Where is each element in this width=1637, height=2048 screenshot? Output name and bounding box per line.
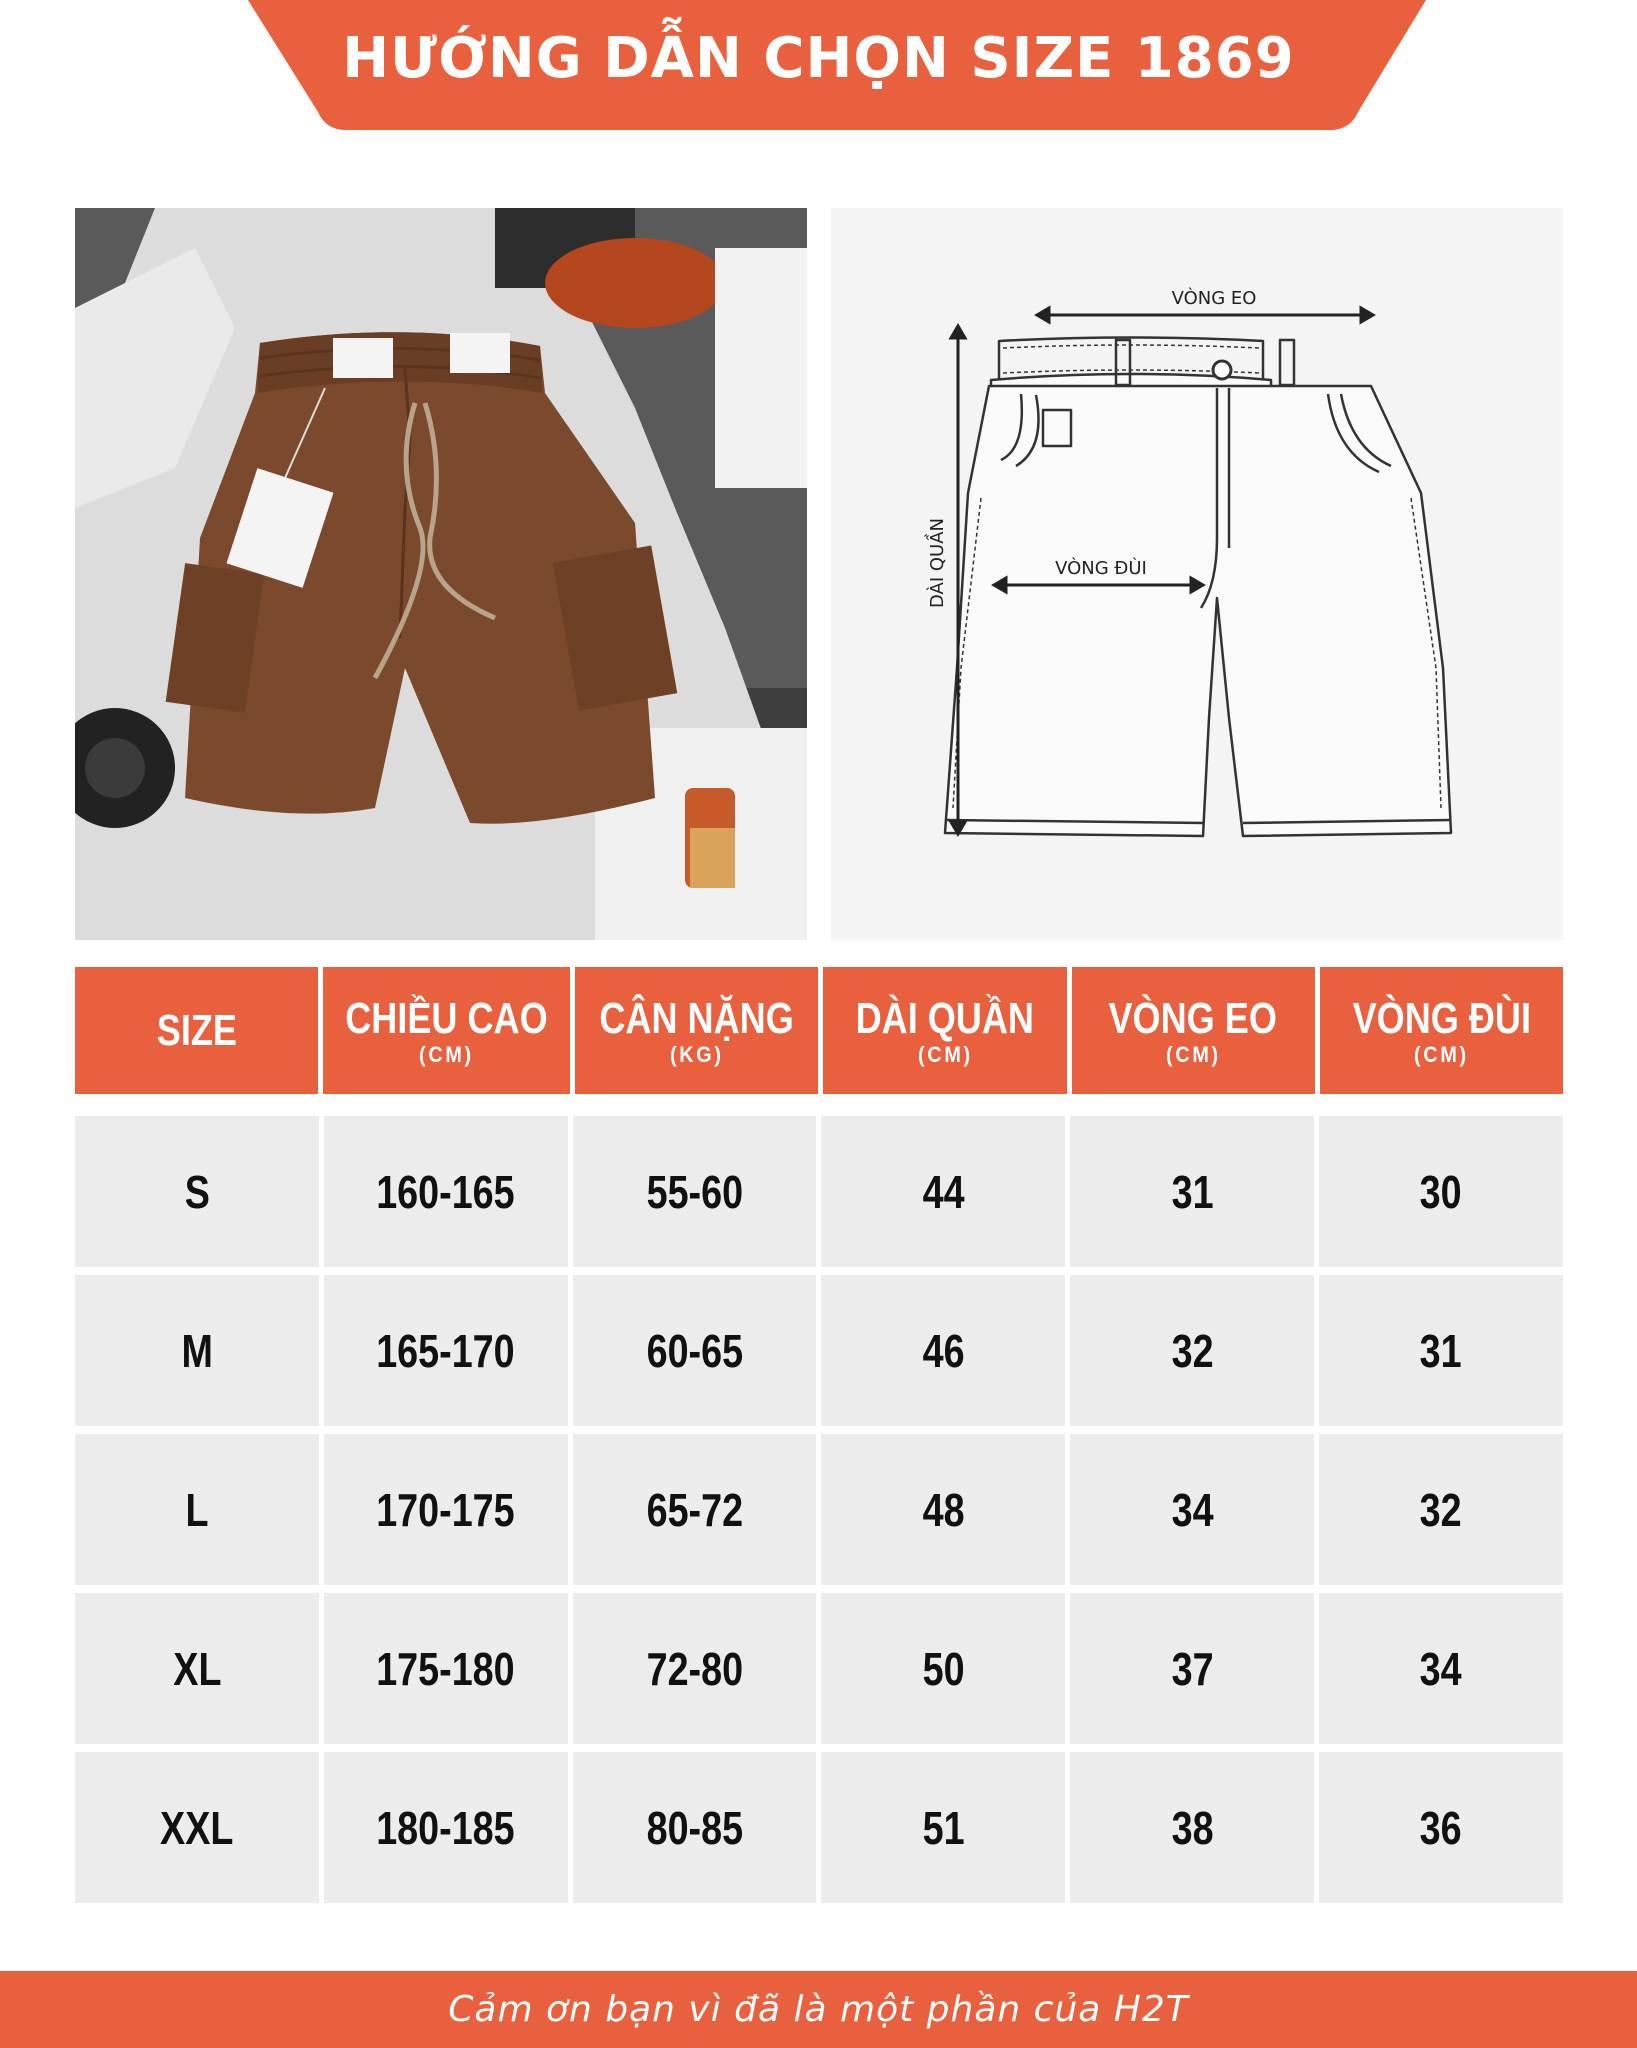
cell-waist: 31 <box>1070 1116 1314 1267</box>
cell-waist: 38 <box>1070 1752 1314 1903</box>
cell-waist: 34 <box>1070 1434 1314 1585</box>
cell-weight: 65-72 <box>573 1434 817 1585</box>
cell-length: 50 <box>821 1593 1065 1744</box>
cell-size: L <box>75 1434 319 1585</box>
page-title: HƯỚNG DẪN CHỌN SIZE 1869 <box>342 26 1295 91</box>
thigh-label: VÒNG ĐÙI <box>1055 558 1147 579</box>
cell-weight: 72-80 <box>573 1593 817 1744</box>
header-size: SIZE <box>75 967 318 1094</box>
size-table <box>75 967 1563 1911</box>
cell-size: XXL <box>75 1752 319 1903</box>
cell-length: 44 <box>821 1116 1065 1267</box>
cell-weight: 55-60 <box>573 1116 817 1267</box>
table-row <box>75 1116 1563 1267</box>
product-photo <box>75 208 807 940</box>
header-waist: VÒNG EO (CM) <box>1072 967 1315 1094</box>
cell-waist: 37 <box>1070 1593 1314 1744</box>
cell-height: 160-165 <box>324 1116 568 1267</box>
header-weight: CÂN NẶNG (KG) <box>575 967 818 1094</box>
cell-size: M <box>75 1275 319 1426</box>
header-length: DÀI QUẦN (CM) <box>823 967 1066 1094</box>
cell-waist: 32 <box>1070 1275 1314 1426</box>
cell-height: 175-180 <box>324 1593 568 1744</box>
cell-thigh: 31 <box>1319 1275 1563 1426</box>
cell-thigh: 30 <box>1319 1116 1563 1267</box>
cell-length: 51 <box>821 1752 1065 1903</box>
header-thigh: VÒNG ĐÙI (CM) <box>1320 967 1563 1094</box>
cell-height: 180-185 <box>324 1752 568 1903</box>
table-row <box>75 1593 1563 1744</box>
cell-thigh: 32 <box>1319 1434 1563 1585</box>
table-row <box>75 1434 1563 1585</box>
footer-banner <box>0 1971 1637 2048</box>
cell-thigh: 36 <box>1319 1752 1563 1903</box>
cell-length: 46 <box>821 1275 1065 1426</box>
size-diagram <box>831 208 1563 940</box>
table-row <box>75 1752 1563 1903</box>
table-row <box>75 1275 1563 1426</box>
cell-size: S <box>75 1116 319 1267</box>
cell-weight: 80-85 <box>573 1752 817 1903</box>
length-label: DÀI QUẦN <box>927 517 948 609</box>
waist-label: VÒNG EO <box>1171 288 1257 309</box>
cell-weight: 60-65 <box>573 1275 817 1426</box>
button-icon <box>1213 361 1231 379</box>
cell-thigh: 34 <box>1319 1593 1563 1744</box>
cell-size: XL <box>75 1593 319 1744</box>
cell-height: 170-175 <box>324 1434 568 1585</box>
header-banner <box>0 0 1637 132</box>
header-height: CHIỀU CAO (CM) <box>323 967 570 1094</box>
cell-length: 48 <box>821 1434 1065 1585</box>
cell-height: 165-170 <box>324 1275 568 1426</box>
footer-text: Cảm ơn bạn vì đã là một phần của H2T <box>448 1989 1189 2030</box>
shorts-outline <box>945 386 1451 836</box>
table-header-row <box>75 967 1563 1094</box>
